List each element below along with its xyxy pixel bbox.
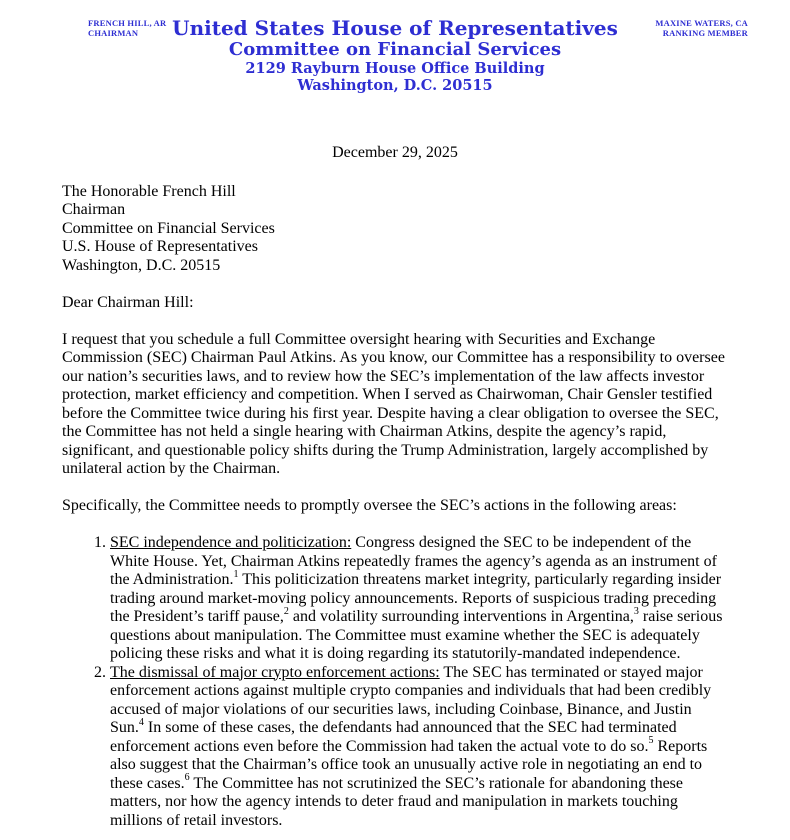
- item1-underlined-heading: SEC independence and politicization:: [110, 534, 352, 551]
- masthead-committee-line: Committee on Financial Services: [228, 39, 562, 60]
- paragraph-hearing-request: I request that you schedule a full Committee oversight hearing with Securities and Exchange Commission (SEC) Chairman Paul Atkins. As you know, our Committee has a responsibility to oversee our nation’s securities laws, and to review how the SEC’s implementation of the law affects investor protection, market efficiency and competition. When I served as Chairwoman, Chair Gensler testified before the Committee twice during his first year. Despite having a clear obligation to oversee the SEC, the Committee has not held a single hearing with Chairman Atkins, despite the agency’s rapid, significant, and questionable policy shifts during the Trump Administration, largely accomplished by unilateral action by the Chairman.: [62, 330, 725, 477]
- item2-text-segment: Reports also suggest that the Chairman’s office took an unusually active role in negotiating an end to these cases.: [110, 737, 708, 792]
- item1-text-segment: This politicization threatens market integrity, particularly regarding insider trading around market-moving policy announcements. Reports of suspicious trading preceding the President’s tariff pause,: [110, 571, 722, 625]
- footnote-ref-2: 2: [283, 605, 289, 617]
- item2-text-segment: The Committee has not scrutinized the SEC’s rationale for abandoning these matters, nor how the agency intends to deter fraud and manipulation in markets touching millions of retail investors.: [110, 774, 684, 829]
- ranking-member-credit: [655, 18, 748, 38]
- masthead-building-line: 2129 Rayburn House Office Building: [245, 60, 545, 77]
- letter-body: [0, 144, 790, 830]
- chairman-credit: [88, 18, 166, 38]
- item2-underlined-heading: The dismissal of major crypto enforcement actions:: [110, 663, 440, 681]
- oversight-areas-list: [62, 534, 728, 830]
- footnote-ref-5: 5: [648, 735, 654, 747]
- list-item-sec-independence: [110, 534, 728, 664]
- recipient-chamber: U.S. House of Representatives: [62, 238, 258, 255]
- footnote-ref-1: 1: [233, 568, 239, 580]
- letter-date: December 29, 2025: [332, 144, 458, 161]
- letterhead: [0, 0, 790, 97]
- recipient-committee: Committee on Financial Services: [62, 219, 275, 237]
- recipient-title: Chairman: [62, 201, 126, 218]
- masthead-house-line: United States House of Representatives: [172, 16, 618, 40]
- item1-text-segment: Congress designed the SEC to be independent of the White House. Yet, Chairman Atkins repeatedly frames the agency’s agenda as an instrument of the Administration.: [110, 534, 717, 588]
- item2-text-segment: In some of these cases, the defendants had announced that the SEC had terminated enforcement actions even before the Commission had taken the actual vote to do so.: [110, 719, 677, 755]
- item2-text-segment: The SEC has terminated or stayed major enforcement actions against multiple crypto companies and individuals that had been credibly accused of major violations of our securities laws, including Coinbase, Binance, and Justin Sun.: [110, 663, 712, 736]
- item1-text-segment: raise serious questions about manipulation. The Committee must examine whether the SEC is adequately policing these risks and what it is doing regarding its statutorily-mandated independence.: [110, 608, 723, 662]
- recipient-city: Washington, D.C. 20515: [62, 256, 221, 274]
- chairman-title: CHAIRMAN: [88, 28, 139, 38]
- ranking-member-name: MAXINE WATERS, CA: [655, 18, 748, 28]
- masthead-city-line: Washington, D.C. 20515: [297, 77, 493, 94]
- item1-text-segment: and volatility surrounding interventions in Argentina,: [288, 608, 634, 625]
- footnote-ref-6: 6: [184, 772, 190, 784]
- list-item-crypto-enforcement: [110, 664, 728, 831]
- paragraph-oversight-areas-intro: Specifically, the Committee needs to promptly oversee the SEC’s actions in the following areas:: [62, 497, 677, 514]
- salutation: Dear Chairman Hill:: [62, 293, 194, 311]
- recipient-name: The Honorable French Hill: [62, 182, 236, 200]
- footnote-ref-4: 4: [138, 716, 144, 728]
- recipient-address: [62, 183, 728, 276]
- ranking-member-title: RANKING MEMBER: [662, 28, 748, 38]
- chairman-name: FRENCH HILL, AR: [88, 18, 167, 28]
- footnote-ref-3: 3: [633, 605, 639, 617]
